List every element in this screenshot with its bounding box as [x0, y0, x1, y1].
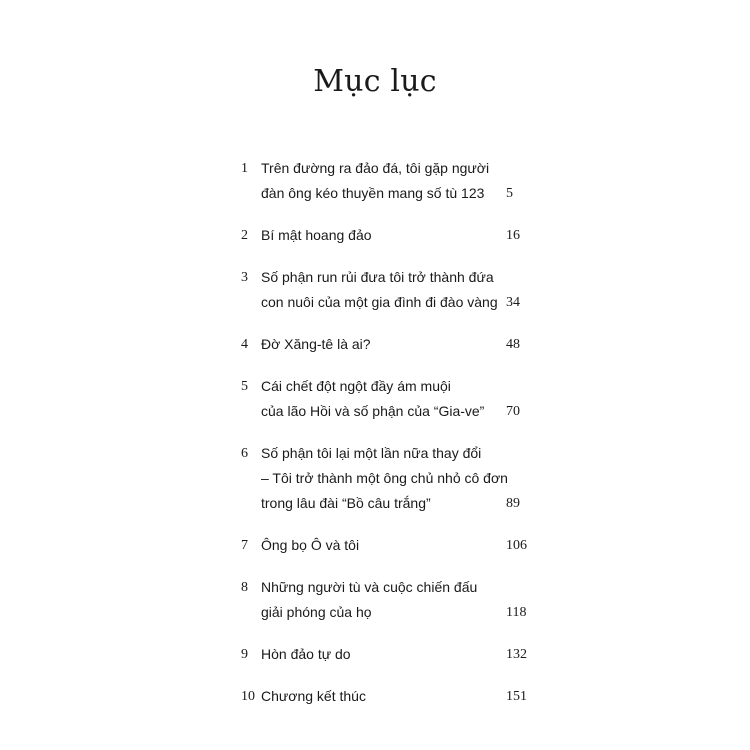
- chapter-title-line: giải phóng của họ: [261, 604, 372, 620]
- toc-entry-line: [238, 265, 528, 290]
- toc-entry: [238, 642, 528, 667]
- toc-entry: [238, 575, 528, 625]
- toc-entry: [238, 156, 528, 206]
- toc-entry-line: [238, 642, 528, 667]
- page-number: 132: [506, 647, 527, 662]
- toc-entry: [238, 684, 528, 709]
- toc-entry-line: [238, 374, 528, 399]
- page-number: 118: [506, 605, 527, 620]
- chapter-title-line: Bí mật hoang đảo: [261, 227, 372, 243]
- chapter-title-line: Cái chết đột ngột đầy ám muội: [261, 378, 451, 394]
- chapter-title-line: – Tôi trở thành một ông chủ nhỏ cô đơn: [261, 470, 508, 486]
- toc-entry-line: [238, 441, 528, 466]
- page-number: 48: [506, 337, 520, 352]
- toc-entry-line: [238, 684, 528, 709]
- toc-entry: [238, 265, 528, 315]
- chapter-title-line: con nuôi của một gia đình đi đào vàng: [261, 294, 498, 310]
- toc-entry-line: [238, 600, 528, 625]
- chapter-title-line: Đờ Xăng-tê là ai?: [261, 336, 371, 352]
- chapter-number: 3: [241, 270, 248, 285]
- chapter-title-line: đàn ông kéo thuyền mang số tù 123: [261, 185, 485, 201]
- toc-entry-line: [238, 466, 528, 491]
- toc-entry-line: [238, 491, 528, 516]
- toc-entry: [238, 533, 528, 558]
- toc-entry-line: [238, 399, 528, 424]
- chapter-number: 7: [241, 538, 248, 553]
- chapter-title-line: Chương kết thúc: [261, 688, 366, 704]
- chapter-number: 8: [241, 580, 248, 595]
- chapter-title-line: của lão Hồi và số phận của “Gia-ve”: [261, 403, 485, 419]
- chapter-number: 10: [241, 689, 255, 704]
- toc-entry: [238, 332, 528, 357]
- page-title: Mục lục: [313, 64, 437, 99]
- chapter-title-line: Những người tù và cuộc chiến đấu: [261, 579, 478, 595]
- page-number: 5: [506, 186, 513, 201]
- toc-entry: [238, 441, 528, 516]
- toc-entry-line: [238, 156, 528, 181]
- page-number: 34: [506, 295, 520, 310]
- chapter-title-line: Trên đường ra đảo đá, tôi gặp người: [261, 160, 490, 176]
- toc-entry-line: [238, 332, 528, 357]
- chapter-title-line: Số phận tôi lại một lần nữa thay đổi: [261, 445, 482, 461]
- chapter-number: 6: [241, 446, 248, 461]
- chapter-number: 5: [241, 379, 248, 394]
- chapter-title-line: Ông bọ Ô và tôi: [261, 537, 360, 553]
- page-number: 151: [506, 689, 527, 704]
- chapter-number: 4: [241, 337, 248, 352]
- page-number: 89: [506, 496, 520, 511]
- page-number: 70: [506, 404, 520, 419]
- toc-entry-line: [238, 533, 528, 558]
- chapter-title-line: trong lâu đài “Bồ câu trắng”: [261, 495, 431, 511]
- toc-entry: [238, 223, 528, 248]
- chapter-number: 2: [241, 228, 248, 243]
- chapter-number: 9: [241, 647, 248, 662]
- chapter-number: 1: [241, 161, 248, 176]
- toc-entry-line: [238, 575, 528, 600]
- page-number: 16: [506, 228, 520, 243]
- chapter-title-line: Số phận run rủi đưa tôi trở thành đứa: [261, 269, 494, 285]
- table-of-contents: [238, 156, 528, 709]
- toc-entry-line: [238, 181, 528, 206]
- page-number: 106: [506, 538, 527, 553]
- toc-entry-line: [238, 223, 528, 248]
- chapter-title-line: Hòn đảo tự do: [261, 646, 351, 662]
- toc-entry-line: [238, 290, 528, 315]
- toc-entry: [238, 374, 528, 424]
